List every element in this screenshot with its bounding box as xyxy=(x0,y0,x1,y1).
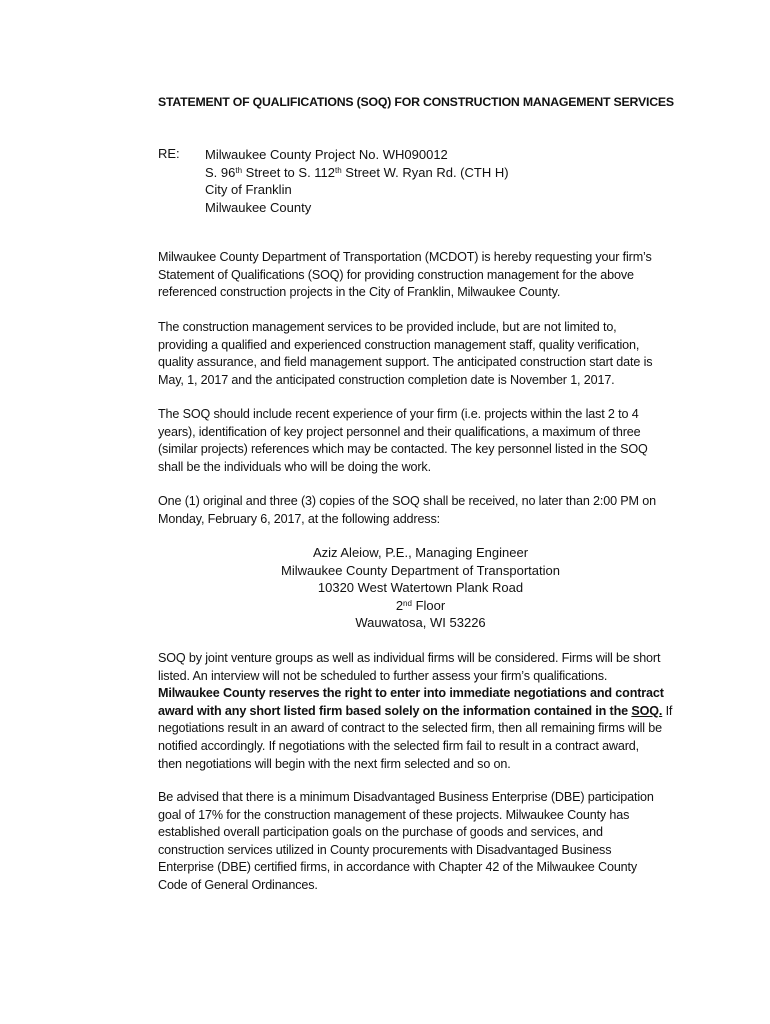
paragraph-line: negotiations result in an award of contract to the selected firm, then all remaining firms will be xyxy=(158,721,662,736)
paragraph-line: (similar projects) references which may be contacted. The key personnel listed in the SOQ xyxy=(158,442,648,457)
paragraph-line: then negotiations will begin with the next firm selected and so on. xyxy=(158,756,511,771)
paragraph-line: May, 1, 2017 and the anticipated construction completion date is November 1, 2017. xyxy=(158,372,615,387)
paragraph-line: Milwaukee County Department of Transportation (MCDOT) is hereby requesting your firm’s xyxy=(158,250,652,264)
re-street-sup: th xyxy=(335,165,342,175)
paragraph-line: The SOQ should include recent experience of your firm (i.e. projects within the last 2 to 4 xyxy=(158,407,639,421)
underlined-text: SOQ. xyxy=(631,703,663,718)
paragraph-line: listed. An interview will not be scheduled to further assess your firm’s qualifications. xyxy=(158,668,608,683)
re-project: Milwaukee County Project No. WH090012 xyxy=(205,147,448,162)
address-floor xyxy=(158,597,683,615)
paragraph-line: notified accordingly. If negotiations with the selected firm fail to result in a contract award, xyxy=(158,738,639,753)
re-street-part: Street to S. 112 xyxy=(242,164,336,180)
bold-text: Milwaukee County reserves the right to enter into immediate negotiations and contract xyxy=(158,686,664,701)
bold-text: award with any short listed firm based solely on the information contained in the xyxy=(158,703,632,718)
paragraph-soq-content xyxy=(158,406,688,476)
re-street xyxy=(205,164,509,182)
paragraph-line: construction services utilized in County procurements with Disadvantaged Business xyxy=(158,842,612,857)
paragraph-text: If xyxy=(662,703,673,718)
paragraph-line: goal of 17% for the construction management of these projects. Milwaukee County has xyxy=(158,807,630,822)
re-street-sup: th xyxy=(235,165,243,175)
re-street-part: Street W. Ryan Rd. (CTH H) xyxy=(341,164,509,180)
address-department: Milwaukee County Department of Transportation xyxy=(281,562,560,578)
paragraph-submission xyxy=(158,493,688,528)
document-title: STATEMENT OF QUALIFICATIONS (SOQ) FOR CONSTRUCTION MANAGEMENT SERVICES xyxy=(158,95,674,109)
paragraph-dbe xyxy=(158,789,688,895)
address-city: Wauwatosa, WI 53226 xyxy=(355,615,486,631)
paragraph-request xyxy=(158,249,688,302)
paragraph-line: Enterprise (DBE) certified firms, in accordance with Chapter 42 of the Milwaukee County xyxy=(158,860,638,875)
paragraph-line: referenced construction projects in the City of Franklin, Milwaukee County. xyxy=(158,285,561,300)
paragraph-line: shall be the individuals who will be doing the work. xyxy=(158,459,431,474)
paragraph-line: providing a qualified and experienced construction management staff, quality verification, xyxy=(158,337,640,352)
address-floor-number: 2 xyxy=(395,597,404,613)
re-city: City of Franklin xyxy=(205,182,292,198)
paragraph-line: quality assurance, and field management support. The anticipated construction start date is xyxy=(158,355,653,370)
paragraph-line: years), identification of key project personnel and their qualifications, a maximum of three xyxy=(158,424,641,439)
address-floor-word: Floor xyxy=(411,597,446,613)
address-floor-sup: nd xyxy=(403,598,412,608)
paragraph-line-bold xyxy=(158,703,688,721)
re-county: Milwaukee County xyxy=(205,199,312,215)
address-name: Aziz Aleiow, P.E., Managing Engineer xyxy=(312,545,529,560)
mailing-address xyxy=(158,544,683,632)
paragraph-services xyxy=(158,319,688,389)
paragraph-selection xyxy=(158,650,688,773)
address-street: 10320 West Watertown Plank Road xyxy=(317,580,524,596)
re-block xyxy=(205,146,509,216)
paragraph-line: One (1) original and three (3) copies of the SOQ shall be received, no later than 2:00 PM on xyxy=(158,494,656,508)
re-label: RE: xyxy=(158,146,180,161)
paragraph-line: Monday, February 6, 2017, at the following address: xyxy=(158,511,440,526)
paragraph-line-bold xyxy=(158,685,688,703)
paragraph-line: Code of General Ordinances. xyxy=(158,877,318,892)
paragraph-line: Statement of Qualifications (SOQ) for providing construction management for the above xyxy=(158,267,634,282)
paragraph-line: SOQ by joint venture groups as well as individual firms will be considered. Firms will be short xyxy=(158,651,661,665)
re-street-part: S. 96 xyxy=(205,164,236,180)
paragraph-line: The construction management services to be provided include, but are not limited to, xyxy=(158,320,617,334)
paragraph-line: established overall participation goals on the purchase of goods and services, and xyxy=(158,825,603,840)
paragraph-line: Be advised that there is a minimum Disadvantaged Business Enterprise (DBE) participation xyxy=(158,790,654,804)
